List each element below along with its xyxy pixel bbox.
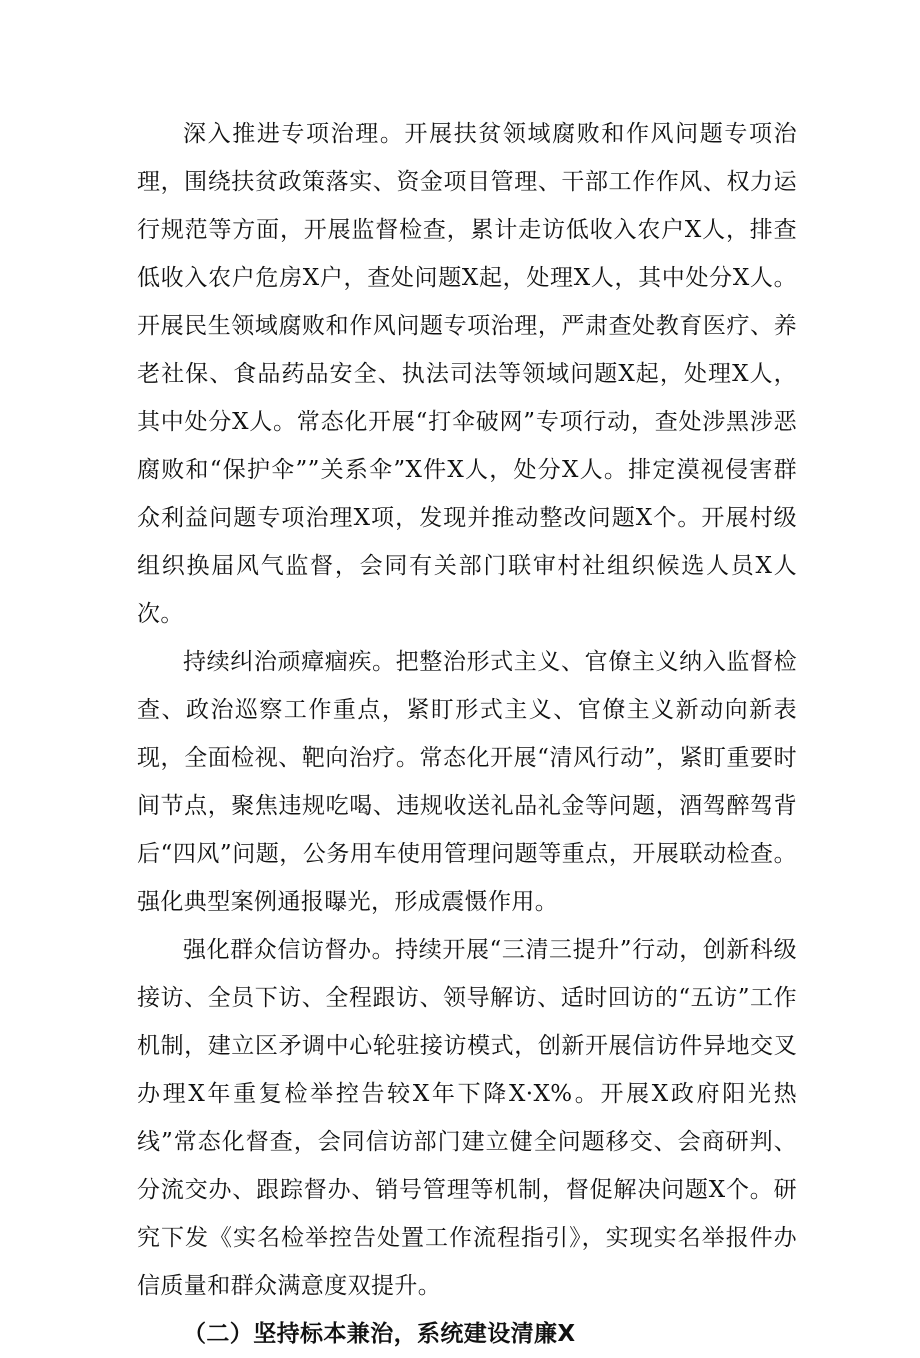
paragraph-special-governance: 深入推进专项治理。开展扶贫领域腐败和作风问题专项治理，围绕扶贫政策落实、资金项目管理、干部工作作风、权力运行规范等方面，开展监督检查，累计走访低收入农户X人，排查低收入农户危房X户，查处问题X起，处理X人，其中处分X人。开展民生领域腐败和作风问题专项治理，严肃查处教育医疗、养老社保、食品药品安全、执法司法等领域问题X起，处理X人，其中处分X人。常态化开展“打伞破网”专项行动，查处涉黑涉恶腐败和“保护伞””关系伞”X件X人，处分X人。排定漠视侵害群众利益问题专项治理X项，发现并推动整改问题X个。开展村级组织换届风气监督，会同有关部门联审村社组织候选人员X人次。 (137, 121, 797, 627)
section-heading: （二）坚持标本兼治，系统建设清廉X (183, 1321, 576, 1347)
paragraph-chronic-problems: 持续纠治顽瘴痼疾。把整治形式主义、官僚主义纳入监督检查、政治巡察工作重点，紧盯形式主义、官僚主义新动向新表现，全面检视、靶向治疗。常态化开展“清风行动”，紧盯重要时间节点，聚焦违规吃喝、违规收送礼品礼金等问题，酒驾醉驾背后“四风”问题，公务用车使用管理问题等重点，开展联动检查。强化典型案例通报曝光，形成震慑作用。 (137, 649, 797, 915)
document-body (137, 110, 797, 1358)
paragraph-petition-supervision: 强化群众信访督办。持续开展“三清三提升”行动，创新科级接访、全员下访、全程跟访、领导解访、适时回访的“五访”工作机制，建立区矛调中心轮驻接访模式，创新开展信访件异地交叉办理X年重复检举控告较X年下降X·X%。开展X政府阳光热线”常态化督查，会同信访部门建立健全问题移交、会商研判、分流交办、跟踪督办、销号管理等机制，督促解决问题X个。研究下发《实名检举控告处置工作流程指引》，实现实名举报件办信质量和群众满意度双提升。 (137, 937, 797, 1299)
